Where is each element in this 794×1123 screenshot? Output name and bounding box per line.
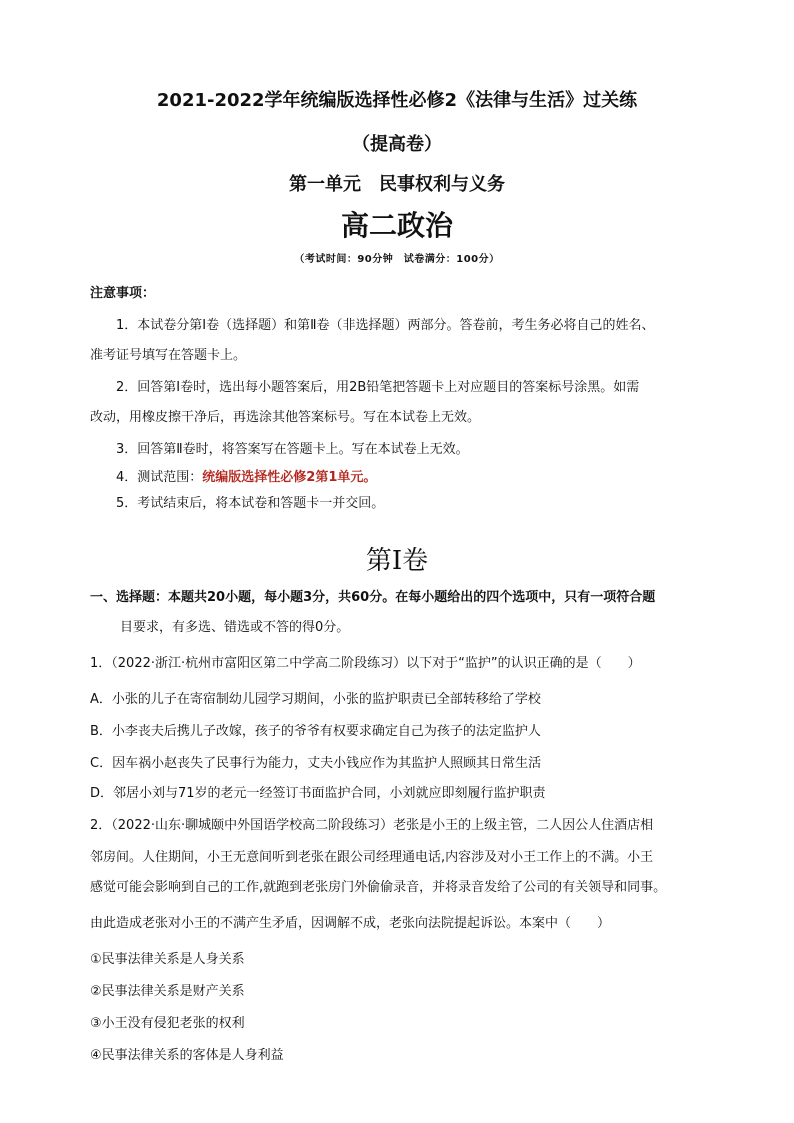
question-1-option-c: C．因车祸小赵丧失了民事行为能力，丈夫小钱应作为其监护人照顾其日常生活 bbox=[90, 756, 542, 771]
question-2-statement-4: ④民事法律关系的客体是人身利益 bbox=[90, 1048, 284, 1063]
note-item-2: 2．回答第Ⅰ卷时，选出每小题答案后，用2B铅笔把答题卡上对应题目的答案标号涂黑。如需 bbox=[116, 380, 640, 395]
note-item-3: 3．回答第Ⅱ卷时，将答案写在答题卡上。写在本试卷上无效。 bbox=[116, 442, 469, 457]
note-item-1: 1．本试卷分第Ⅰ卷（选择题）和第Ⅱ卷（非选择题）两部分。答卷前，考生务必将自己的姓名、 bbox=[116, 318, 655, 333]
exam-title: 2021-2022学年统编版选择性必修2《法律与生活》过关练 bbox=[156, 90, 638, 111]
question-2-statement-3: ③小王没有侵犯老张的权利 bbox=[90, 1016, 245, 1031]
test-scope-highlight: 统编版选择性必修2第1单元。 bbox=[202, 470, 377, 485]
exam-info: （考试时间：90分钟 试卷满分：100分） bbox=[294, 254, 500, 265]
question-1-stem: 1．（2022·浙江·杭州市富阳区第二中学高二阶段练习）以下对于“监护”的认识正确的是（ ） bbox=[90, 656, 641, 671]
note-item-5: 5．考试结束后，将本试卷和答题卡一并交回。 bbox=[116, 496, 385, 511]
question-2-stem-line-2: 邻房间。人住期间，小王无意间听到老张在跟公司经理通电话,内容涉及对小王工作上的不满。小王 bbox=[90, 850, 654, 865]
subject-title: 高二政治 bbox=[340, 209, 453, 242]
question-1-option-d: D．邻居小刘与71岁的老元一经签订书面监护合同，小刘就应即刻履行监护职责 bbox=[90, 786, 546, 801]
question-2-statement-2: ②民事法律关系是财产关系 bbox=[90, 984, 245, 999]
exam-subtitle: （提高卷） bbox=[352, 134, 442, 155]
note-item-4-prefix: 4．测试范围： bbox=[116, 470, 203, 485]
notes-heading: 注意事项： bbox=[90, 286, 156, 301]
question-2-stem-line-4: 由此造成老张对小王的不满产生矛盾，因调解不成，老张向法院提起诉讼。本案中（ ） bbox=[90, 916, 611, 931]
question-2-stem-line-1: 2．（2022·山东·聊城颐中外国语学校高二阶段练习）老张是小王的上级主管，二人因公人住酒店相 bbox=[90, 818, 654, 833]
volume-title: 第Ⅰ卷 bbox=[365, 546, 429, 576]
question-1-option-a: A．小张的儿子在寄宿制幼儿园学习期间，小张的监护职责已全部转移给了学校 bbox=[90, 692, 541, 707]
question-2-stem-line-3: 感觉可能会影响到自己的工作,就跑到老张房门外偷偷录音，并将录音发给了公司的有关领导和同事。 bbox=[90, 880, 667, 895]
question-1-option-b: B．小李丧夫后携儿子改嫁，孩子的爷爷有权要求确定自己为孩子的法定监护人 bbox=[90, 724, 541, 739]
section-instruction: 一、选择题：本题共20小题，每小题3分，共60分。在每小题给出的四个选项中，只有一项符合题 bbox=[90, 590, 656, 605]
section-instruction-cont: 目要求，有多选、错选或不答的得0分。 bbox=[120, 620, 350, 635]
note-item-4 bbox=[116, 466, 376, 485]
unit-title: 第一单元 民事权利与义务 bbox=[289, 174, 505, 195]
note-item-2-cont: 改动，用橡皮擦干净后，再选涂其他答案标号。写在本试卷上无效。 bbox=[90, 410, 481, 425]
question-2-statement-1: ①民事法律关系是人身关系 bbox=[90, 952, 245, 967]
note-item-1-cont: 准考证号填写在答题卡上。 bbox=[90, 348, 247, 363]
